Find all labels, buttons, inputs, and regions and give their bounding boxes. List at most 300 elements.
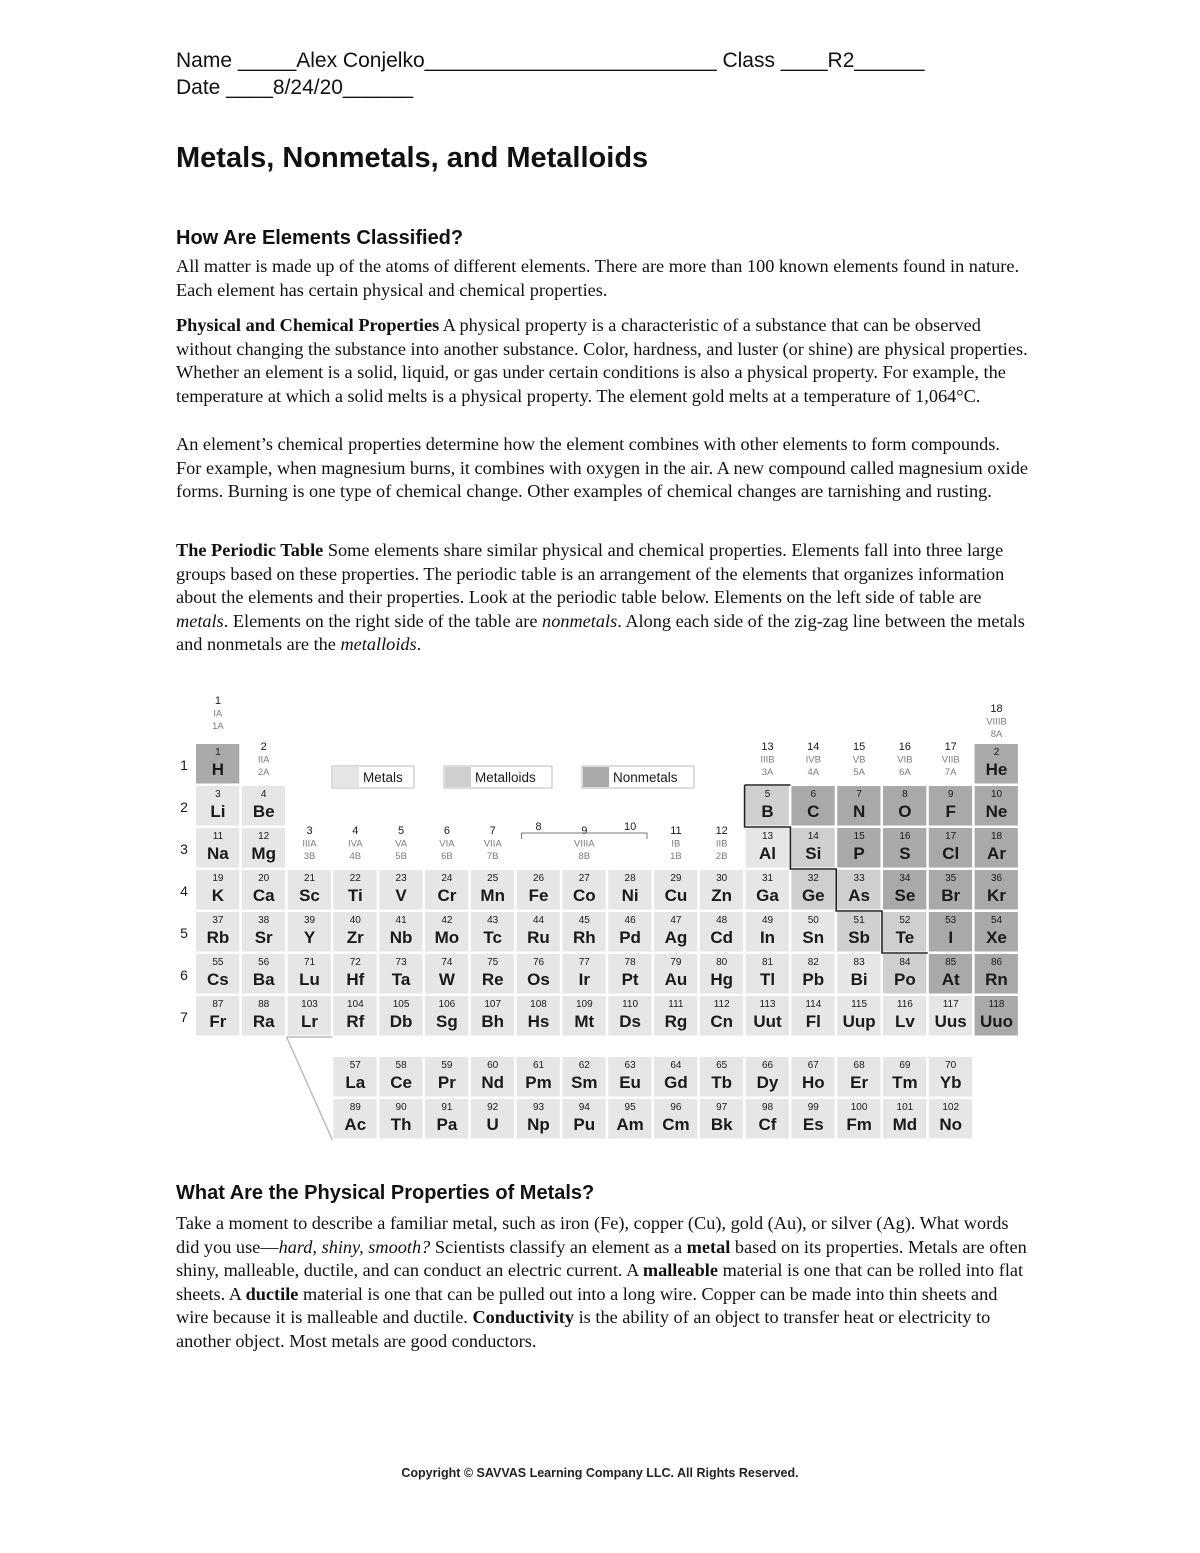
atomic-number-pb: 82 [807, 957, 819, 968]
atomic-number-xe: 54 [990, 915, 1003, 926]
group-header-9-line-3: 8B [578, 851, 591, 862]
element-symbol-pt: Pt [621, 970, 639, 989]
element-symbol-ga: Ga [756, 886, 779, 905]
element-symbol-fm: Fm [846, 1115, 872, 1134]
atomic-number-si: 14 [807, 831, 819, 842]
element-symbol-bk: Bk [710, 1115, 733, 1134]
element-symbol-te: Te [895, 928, 915, 947]
atomic-number-fl: 114 [805, 999, 822, 1010]
element-symbol-lv: Lv [894, 1012, 915, 1031]
atomic-number-la: 57 [349, 1060, 361, 1071]
period-label-3: 3 [180, 841, 188, 857]
atomic-number-sm: 62 [578, 1060, 590, 1071]
element-symbol-na: Na [207, 844, 229, 863]
element-symbol-tc: Tc [483, 928, 502, 947]
atomic-number-ag: 47 [670, 915, 682, 926]
element-symbol-pu: Pu [573, 1115, 596, 1134]
element-symbol-v: V [395, 886, 407, 905]
atomic-number-fe: 26 [532, 873, 545, 884]
atomic-number-ni: 28 [624, 873, 636, 884]
element-symbol-pm: Pm [525, 1073, 552, 1092]
group-header-4-line-2: IVA [347, 838, 363, 850]
atomic-number-eu: 63 [624, 1060, 636, 1071]
atomic-number-rh: 45 [578, 915, 590, 926]
atomic-number-lr: 103 [301, 999, 318, 1010]
atomic-number-pt: 78 [624, 957, 636, 968]
group-header-15-line-1: 15 [852, 741, 866, 753]
group-header-18-line-1: 18 [990, 703, 1003, 715]
atomic-number-os: 76 [532, 957, 545, 968]
atomic-number-cl: 17 [945, 831, 957, 842]
element-symbol-sm: Sm [571, 1073, 598, 1092]
atomic-number-ru: 44 [532, 915, 545, 926]
atomic-number-uuo: 118 [988, 999, 1005, 1010]
element-symbol-kr: Kr [987, 886, 1006, 905]
periodic-text-4: . [416, 634, 422, 655]
element-symbol-y: Y [303, 928, 316, 947]
group-header-3-line-2: IIIA [302, 838, 317, 850]
element-symbol-hs: Hs [527, 1012, 550, 1031]
element-symbol-ti: Ti [347, 886, 363, 905]
atomic-number-ds: 110 [622, 999, 639, 1010]
atomic-number-uus: 117 [942, 999, 959, 1010]
atomic-number-cs: 55 [212, 957, 224, 968]
element-symbol-br: Br [941, 886, 961, 905]
element-symbol-ar: Ar [987, 844, 1006, 863]
element-symbol-ce: Ce [390, 1073, 412, 1092]
legend-label-nonmetal: Nonmetals [613, 770, 678, 785]
atomic-number-rf: 104 [346, 999, 364, 1010]
periodic-table-paragraph [176, 539, 1028, 657]
element-symbol-gd: Gd [664, 1073, 688, 1092]
atomic-number-cf: 98 [761, 1102, 774, 1113]
element-symbol-cf: Cf [758, 1115, 777, 1134]
legend-swatch-nonmetal [583, 767, 609, 787]
element-symbol-cs: Cs [207, 970, 229, 989]
element-symbol-uus: Uus [934, 1012, 967, 1031]
page-title: Metals, Nonmetals, and Metalloids [176, 142, 649, 174]
legend-label-metal: Metals [363, 770, 403, 785]
element-symbol-rb: Rb [206, 928, 230, 947]
group-header-15-line-3: 5A [853, 767, 865, 778]
element-symbol-c: C [807, 802, 820, 821]
element-symbol-mt: Mt [574, 1012, 595, 1031]
element-symbol-be: Be [252, 802, 275, 821]
element-symbol-ca: Ca [252, 886, 275, 905]
element-symbol-s: S [899, 844, 911, 863]
atomic-number-f: 9 [947, 789, 954, 800]
element-symbol-w: W [438, 970, 455, 989]
group-header-11-line-2: IB [671, 838, 681, 850]
element-symbol-au: Au [664, 970, 688, 989]
atomic-number-na: 11 [212, 831, 224, 842]
atomic-number-ra: 88 [258, 999, 270, 1010]
group-header-1-line-3: 1A [212, 721, 224, 732]
section-heading-classified: How Are Elements Classified? [176, 227, 464, 249]
atomic-number-nb: 41 [395, 915, 407, 926]
element-symbol-fl: Fl [805, 1012, 821, 1031]
element-symbol-la: La [345, 1073, 366, 1092]
element-symbol-ra: Ra [252, 1012, 275, 1031]
element-symbol-ac: Ac [344, 1115, 367, 1134]
group-header-13-line-1: 13 [761, 741, 774, 753]
element-symbol-rh: Rh [572, 928, 596, 947]
group-header-5-line-3: 5B [395, 851, 407, 862]
element-symbol-zn: Zn [711, 886, 733, 905]
metals-text-5: material is one that can be pulled out into a long wire. Copper can be made into thin sheets and wire because it is malleable and ductile. [176, 1283, 998, 1328]
element-symbol-pa: Pa [436, 1115, 458, 1134]
atomic-number-lv: 116 [896, 999, 913, 1010]
element-symbol-ni: Ni [621, 886, 639, 905]
element-symbol-se: Se [894, 886, 916, 905]
atomic-number-u: 92 [487, 1102, 499, 1113]
group-header-2-line-1: 2 [260, 741, 267, 753]
element-symbol-h: H [211, 760, 225, 779]
atomic-number-ta: 73 [395, 957, 407, 968]
element-symbol-fe: Fe [528, 886, 549, 905]
periodic-text-1: Some elements share similar physical and chemical properties. Elements fall into three large groups based on these properties. The periodic table is an arrangement of the elements that organizes information about the elements and their properties. Look at the periodic table below. Elements on the left side of table are [176, 540, 1005, 608]
atomic-number-fm: 100 [850, 1102, 868, 1113]
element-symbol-tb: Tb [711, 1073, 733, 1092]
group-header-11-line-3: 1B [670, 851, 682, 862]
period-label-4: 4 [180, 883, 188, 899]
atomic-number-ca: 20 [258, 873, 270, 884]
element-symbol-lu: Lu [299, 970, 320, 989]
element-symbol-ru: Ru [527, 928, 550, 947]
term-metals: metals [176, 610, 224, 631]
element-symbol-nd: Nd [481, 1073, 505, 1092]
atomic-number-sn: 50 [807, 915, 819, 926]
atomic-number-ac: 89 [349, 1102, 361, 1113]
atomic-number-tm: 69 [899, 1060, 911, 1071]
group-header-17-line-2: VIIB [941, 754, 960, 766]
atomic-number-db: 105 [392, 999, 410, 1010]
element-symbol-p: P [853, 844, 865, 863]
atomic-number-he: 2 [993, 747, 1000, 758]
atomic-number-rg: 111 [668, 999, 684, 1010]
atomic-number-cd: 48 [716, 915, 728, 926]
group-header-7-line-2: VIIA [483, 838, 502, 850]
chemical-properties-paragraph: An element’s chemical properties determine how the element combines with other elements to form compounds. For example, when magnesium burns, it combines with oxygen in the air. A new compound called magnesium oxide forms. Burning is one type of chemical change. Other examples of chemical changes are tarnishing and rusting. [176, 434, 1028, 502]
atomic-number-th: 90 [395, 1102, 407, 1113]
element-symbol-cd: Cd [710, 928, 734, 947]
element-symbol-uut: Uut [753, 1012, 782, 1031]
element-symbol-bi: Bi [850, 970, 868, 989]
element-symbol-o: O [898, 802, 912, 821]
element-symbol-mn: Mn [480, 886, 505, 905]
atomic-number-sr: 38 [258, 915, 270, 926]
term-metal: metal [686, 1236, 731, 1257]
element-symbol-i: I [948, 928, 954, 947]
atomic-number-ti: 22 [349, 873, 361, 884]
f-block-connector-left [287, 1037, 333, 1140]
atomic-number-po: 84 [899, 957, 911, 968]
atomic-number-k: 19 [212, 873, 224, 884]
atomic-number-lu: 71 [303, 957, 316, 968]
atomic-number-tb: 65 [716, 1060, 728, 1071]
group-header-17-line-1: 17 [944, 741, 957, 753]
group-header-7-line-3: 7B [486, 851, 499, 862]
group-header-18-line-2: VIIIB [986, 716, 1007, 728]
atomic-number-te: 52 [899, 915, 911, 926]
metals-text-2: Scientists classify an element as a [430, 1236, 687, 1257]
atomic-number-sb: 51 [853, 915, 865, 926]
element-symbol-b: B [761, 802, 774, 821]
group-header-4-line-3: 4B [349, 851, 362, 862]
group-header-17-line-3: 7A [944, 767, 957, 778]
group-header-1-line-1: 1 [214, 695, 221, 707]
atomic-number-np: 93 [532, 1102, 545, 1113]
group-header-16-line-1: 16 [898, 741, 912, 753]
element-symbol-yb: Yb [939, 1073, 962, 1092]
atomic-number-es: 99 [807, 1102, 819, 1113]
group-header-3-line-1: 3 [306, 825, 313, 837]
group-header-9-line-2: VIIIA [574, 838, 595, 850]
element-symbol-ag: Ag [664, 928, 688, 947]
group-header-12-line-1: 12 [715, 825, 728, 837]
element-symbol-tm: Tm [892, 1073, 918, 1092]
term-conductivity: Conductivity [472, 1307, 575, 1328]
atomic-number-s: 16 [899, 831, 911, 842]
atomic-number-tc: 43 [487, 915, 499, 926]
atomic-number-hf: 72 [349, 957, 361, 968]
element-symbol-bh: Bh [481, 1012, 505, 1031]
atomic-number-re: 75 [487, 957, 499, 968]
element-symbol-np: Np [527, 1115, 550, 1134]
atomic-number-ba: 56 [258, 957, 270, 968]
element-symbol-ba: Ba [252, 970, 275, 989]
element-symbol-dy: Dy [756, 1073, 779, 1092]
group-header-2-line-2: IIA [257, 754, 270, 766]
atomic-number-ir: 77 [578, 957, 590, 968]
atomic-number-zr: 40 [349, 915, 361, 926]
atomic-number-cn: 112 [713, 999, 730, 1010]
group-header-3-line-3: 3B [303, 851, 316, 862]
atomic-number-er: 68 [853, 1060, 865, 1071]
atomic-number-al: 13 [761, 831, 774, 842]
element-symbol-os: Os [527, 970, 550, 989]
atomic-number-kr: 36 [990, 873, 1003, 884]
element-symbol-tl: Tl [759, 970, 776, 989]
element-symbol-cn: Cn [710, 1012, 734, 1031]
atomic-number-cr: 24 [441, 873, 453, 884]
worksheet-header [176, 47, 924, 101]
physical-properties-lead: Physical and Chemical Properties [176, 315, 440, 335]
copyright-footer: Copyright © SAVVAS Learning Company LLC. All Rights Reserved. [401, 1466, 799, 1480]
atomic-number-cm: 96 [670, 1102, 682, 1113]
element-symbol-n: N [852, 802, 866, 821]
element-symbol-co: Co [572, 886, 596, 905]
atomic-number-mo: 42 [441, 915, 453, 926]
group-header-14-line-2: IVB [805, 754, 821, 766]
group-header-1-line-2: IA [213, 708, 223, 720]
element-symbol-as: As [848, 886, 870, 905]
atomic-number-ne: 10 [990, 789, 1003, 800]
atomic-number-am: 95 [624, 1102, 636, 1113]
element-symbol-k: K [211, 886, 225, 905]
group-header-13-line-3: 3A [761, 767, 774, 778]
atomic-number-i: 53 [945, 915, 957, 926]
metals-em-words: hard, shiny, smooth? [278, 1236, 431, 1257]
atomic-number-at: 85 [945, 957, 957, 968]
element-symbol-si: Si [805, 844, 822, 863]
atomic-number-md: 101 [896, 1102, 914, 1113]
name-class-line: Name _____Alex Conjelko_________________________ Class ____R2______ [176, 49, 925, 72]
atomic-number-pu: 94 [578, 1102, 590, 1113]
element-symbol-pd: Pd [619, 928, 641, 947]
element-symbol-no: No [939, 1115, 963, 1134]
element-symbol-zr: Zr [346, 928, 364, 947]
legend-swatch-metal [333, 767, 359, 787]
atomic-number-be: 4 [260, 789, 267, 800]
metals-text-4: material is one that can be rolled into flat sheets. A [176, 1260, 1024, 1304]
periodic-text-2: . Elements on the right side of the table are [223, 610, 543, 631]
atomic-number-ga: 31 [761, 873, 774, 884]
atomic-number-pd: 46 [624, 915, 636, 926]
element-symbol-al: Al [759, 844, 776, 863]
element-symbol-cl: Cl [942, 844, 960, 863]
atomic-number-gd: 64 [670, 1060, 682, 1071]
atomic-number-uup: 115 [851, 999, 868, 1010]
legend-label-metalloid: Metalloids [475, 770, 536, 785]
group-header-15-line-2: VB [852, 754, 866, 766]
element-symbol-sn: Sn [802, 928, 825, 947]
element-symbol-cr: Cr [437, 886, 457, 905]
atomic-number-pa: 91 [441, 1102, 453, 1113]
physical-properties-paragraph [176, 314, 1028, 408]
atomic-number-mt: 109 [575, 999, 593, 1010]
atomic-number-hs: 108 [530, 999, 547, 1010]
atomic-number-rn: 86 [990, 957, 1003, 968]
atomic-number-p: 15 [853, 831, 865, 842]
element-symbol-am: Am [616, 1115, 644, 1134]
group-header-8-line-1: 8 [535, 821, 542, 833]
element-symbol-sc: Sc [299, 886, 320, 905]
section-heading-metals: What Are the Physical Properties of Metals? [176, 1182, 595, 1204]
atomic-number-n: 7 [856, 789, 862, 800]
atomic-number-c: 6 [810, 789, 817, 800]
period-label-5: 5 [180, 925, 188, 941]
group-header-13-line-2: IIIB [760, 754, 775, 766]
element-symbol-md: Md [892, 1115, 918, 1134]
metals-text-1: Take a moment to describe a familiar metal, such as iron (Fe), copper (Cu), gold (Au), or silver (Ag). What words did you use— [176, 1213, 1009, 1257]
atomic-number-b: 5 [764, 789, 771, 800]
element-symbol-sr: Sr [254, 928, 273, 947]
atomic-number-ho: 67 [807, 1060, 819, 1071]
atomic-number-uut: 113 [759, 999, 776, 1010]
atomic-number-bk: 97 [716, 1102, 728, 1113]
group-header-6-line-1: 6 [443, 825, 450, 837]
atomic-number-dy: 66 [761, 1060, 774, 1071]
element-symbol-in: In [759, 928, 776, 947]
atomic-number-no: 102 [942, 1102, 960, 1113]
atomic-number-nd: 60 [487, 1060, 499, 1071]
element-symbol-po: Po [894, 970, 916, 989]
element-symbol-ge: Ge [801, 886, 825, 905]
group-header-7-line-1: 7 [489, 825, 496, 837]
atomic-number-ce: 58 [395, 1060, 407, 1071]
atomic-number-tl: 81 [761, 957, 774, 968]
intro-paragraph: All matter is made up of the atoms of different elements. There are more than 100 known elements found in nature. Each element has certain physical and chemical properties. [176, 256, 1020, 300]
atomic-number-sg: 106 [438, 999, 456, 1010]
element-symbol-rf: Rf [346, 1012, 365, 1031]
physical-properties-text: A physical property is a characteristic of a substance that can be observed without changing the substance into another substance. Color, hardness, and luster (or shine) are physical properties. Whether an element is a solid, liquid, or gas under certain conditions is also a physical property. For example, the temperature at which a solid melts is a physical property. The element gold melts at a temperature of 1,064°C. [176, 315, 1028, 406]
period-label-1: 1 [180, 757, 188, 773]
element-symbol-mg: Mg [251, 844, 276, 863]
element-symbol-ds: Ds [619, 1012, 641, 1031]
element-symbol-eu: Eu [619, 1073, 641, 1092]
group-header-18-line-3: 8A [990, 729, 1003, 740]
atomic-number-ar: 18 [990, 831, 1003, 842]
group-header-2-line-3: 2A [257, 767, 270, 778]
atomic-number-pm: 61 [532, 1060, 545, 1071]
atomic-number-h: 1 [215, 747, 221, 758]
atomic-number-pr: 59 [441, 1060, 453, 1071]
date-line: Date ____8/24/20______ [176, 76, 414, 99]
metals-paragraph [176, 1212, 1028, 1354]
element-symbol-th: Th [390, 1115, 412, 1134]
group-header-14-line-1: 14 [807, 741, 820, 753]
element-symbol-u: U [486, 1115, 499, 1134]
element-symbol-cm: Cm [662, 1115, 690, 1134]
element-symbol-nb: Nb [389, 928, 413, 947]
element-symbol-at: At [941, 970, 960, 989]
element-symbol-he: He [985, 760, 1008, 779]
atomic-number-w: 74 [441, 957, 453, 968]
group-header-11-line-1: 11 [670, 825, 682, 837]
element-symbol-ta: Ta [391, 970, 411, 989]
period-label-2: 2 [180, 799, 188, 815]
periodic-table-lead: The Periodic Table [176, 540, 324, 560]
atomic-number-mn: 25 [487, 873, 499, 884]
atomic-number-li: 3 [215, 789, 221, 800]
element-symbol-er: Er [850, 1073, 869, 1092]
element-symbol-hf: Hf [346, 970, 365, 989]
term-ductile: ductile [245, 1283, 299, 1304]
atomic-number-bh: 107 [484, 999, 502, 1010]
atomic-number-rb: 37 [212, 915, 224, 926]
atomic-number-sc: 21 [303, 873, 316, 884]
atomic-number-o: 8 [902, 789, 908, 800]
element-symbol-mo: Mo [434, 928, 460, 947]
element-symbol-sg: Sg [436, 1012, 458, 1031]
metals-text-3: based on its properties. Metals are often shiny, malleable, ductile, and can conduct an electric current. A [176, 1236, 1027, 1281]
atomic-number-se: 34 [899, 873, 911, 884]
atomic-number-co: 27 [578, 873, 590, 884]
periodic-text-3: . Along each side of the zig-zag line between the metals and nonmetals are the [176, 610, 1025, 655]
period-label-7: 7 [180, 1009, 188, 1025]
element-symbol-hg: Hg [710, 970, 734, 989]
atomic-number-fr: 87 [212, 999, 224, 1010]
atomic-number-bi: 83 [853, 957, 865, 968]
group-header-5-line-2: VA [395, 838, 408, 850]
group-header-16-line-2: VIB [897, 754, 913, 766]
element-symbol-rg: Rg [664, 1012, 688, 1031]
group-header-12-line-3: 2B [715, 851, 728, 862]
atomic-number-hg: 80 [716, 957, 728, 968]
element-symbol-fr: Fr [209, 1012, 227, 1031]
element-symbol-ho: Ho [801, 1073, 825, 1092]
term-metalloids: metalloids [340, 634, 417, 655]
group-header-16-line-3: 6A [899, 767, 911, 778]
group-header-9-line-1: 9 [581, 825, 588, 837]
group-header-12-line-2: IIB [715, 838, 728, 850]
group-header-4-line-1: 4 [352, 825, 359, 837]
period-label-6: 6 [180, 967, 188, 983]
element-symbol-lr: Lr [301, 1012, 318, 1031]
element-symbol-cu: Cu [664, 886, 688, 905]
element-symbol-rn: Rn [985, 970, 1008, 989]
